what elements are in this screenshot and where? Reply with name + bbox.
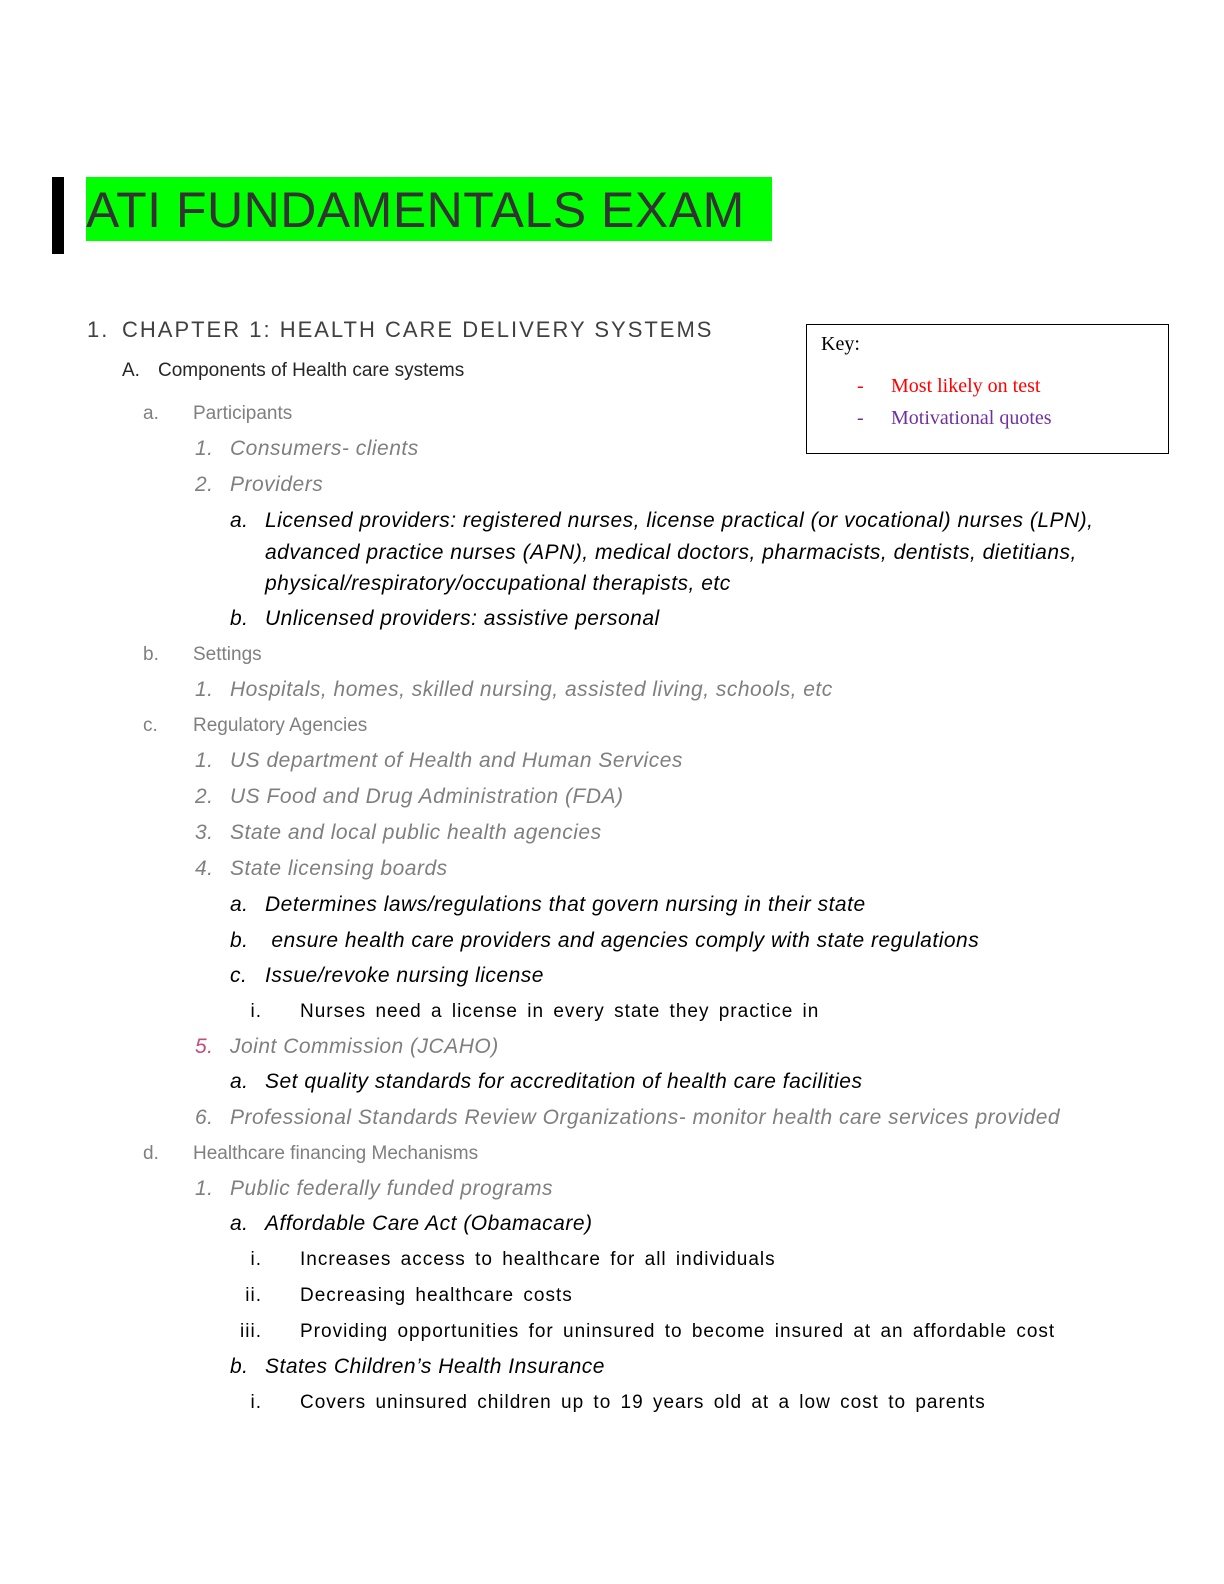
item-text: State and local public health agencies xyxy=(230,821,602,844)
item-text: ensure health care providers and agencies comply with state regulations xyxy=(265,929,980,952)
item-text: Nurses need a license in every state they practice in xyxy=(300,1001,820,1022)
outline-item xyxy=(230,1355,605,1379)
item-text: Regulatory Agencies xyxy=(193,715,368,736)
outline-item xyxy=(230,572,731,596)
item-text: Providers xyxy=(230,473,324,496)
item-text: Healthcare financing Mechanisms xyxy=(193,1143,479,1164)
outline-item xyxy=(230,1212,593,1236)
item-text: Issue/revoke nursing license xyxy=(265,964,544,987)
list-marker: i. xyxy=(250,1249,262,1270)
item-text: State licensing boards xyxy=(230,857,448,880)
outline-item xyxy=(230,964,544,988)
list-marker: c. xyxy=(143,715,158,736)
list-marker: 5. xyxy=(195,1035,214,1058)
item-text: US department of Health and Human Services xyxy=(230,749,683,772)
outline-item xyxy=(195,437,419,461)
list-marker: 1. xyxy=(195,437,214,460)
list-marker: i. xyxy=(250,1392,262,1413)
list-marker: b. xyxy=(230,1355,249,1378)
outline-item xyxy=(143,403,292,425)
outline-item xyxy=(143,644,262,666)
item-text: Providing opportunities for uninsured to become insured at an affordable cost xyxy=(300,1321,1056,1342)
outline-item xyxy=(143,715,367,737)
outline-item xyxy=(230,1070,862,1094)
outline-item xyxy=(87,317,713,343)
list-marker: b. xyxy=(230,607,249,630)
list-marker: 1. xyxy=(195,678,214,701)
outline-item xyxy=(195,678,833,702)
item-text: Hospitals, homes, skilled nursing, assisted living, schools, etc xyxy=(230,678,833,701)
item-text: Consumers- clients xyxy=(230,437,419,460)
outline-item xyxy=(230,541,1077,565)
item-text: Set quality standards for accreditation of health care facilities xyxy=(265,1070,863,1093)
outline-item xyxy=(236,1321,1055,1343)
key-dash: - xyxy=(857,375,864,397)
item-text: Professional Standards Review Organizations- monitor health care services provided xyxy=(230,1106,1061,1129)
list-marker: 4. xyxy=(195,857,214,880)
item-text: Increases access to healthcare for all individuals xyxy=(300,1249,776,1270)
list-marker: i. xyxy=(250,1001,262,1022)
outline-item xyxy=(195,785,624,809)
outline-item xyxy=(230,607,660,631)
list-marker: a. xyxy=(230,1070,249,1093)
item-text: Settings xyxy=(193,644,262,665)
item-text: States Children’s Health Insurance xyxy=(265,1355,605,1378)
item-text: Licensed providers: registered nurses, license practical (or vocational) nurses (LPN), xyxy=(265,509,1094,532)
heading-bar xyxy=(52,177,64,254)
list-marker: 6. xyxy=(195,1106,214,1129)
list-marker: ii. xyxy=(245,1285,262,1306)
item-text: Components of Health care systems xyxy=(158,360,465,381)
list-marker: a. xyxy=(230,1212,249,1235)
outline-item xyxy=(195,1106,1060,1130)
list-marker: 2. xyxy=(195,473,214,496)
key-item-most-likely xyxy=(857,375,1040,398)
item-text: Covers uninsured children up to 19 years old at a low cost to parents xyxy=(300,1392,986,1413)
outline-item xyxy=(143,1143,478,1165)
key-item-motivational xyxy=(857,407,1052,430)
list-marker: A. xyxy=(122,360,140,381)
item-text: US Food and Drug Administration (FDA) xyxy=(230,785,624,808)
outline-item xyxy=(230,929,979,953)
list-marker: 1. xyxy=(195,1177,214,1200)
key-dash: - xyxy=(857,407,864,429)
list-marker: a. xyxy=(230,893,249,916)
list-marker: a. xyxy=(230,509,249,532)
outline-item xyxy=(122,360,464,382)
outline-item xyxy=(195,821,602,845)
list-marker: 1. xyxy=(87,317,110,342)
outline-item xyxy=(236,1001,819,1023)
key-box xyxy=(806,324,1169,454)
document-title: ATI FUNDAMENTALS EXAM xyxy=(86,177,772,241)
key-label: Key: xyxy=(821,333,860,355)
list-marker: 3. xyxy=(195,821,214,844)
key-item-text: Motivational quotes xyxy=(891,407,1052,429)
outline-item xyxy=(195,1035,499,1059)
list-marker: d. xyxy=(143,1143,159,1164)
item-text: Participants xyxy=(193,403,293,424)
outline-item xyxy=(195,473,323,497)
outline-item xyxy=(230,893,866,917)
item-text: advanced practice nurses (APN), medical doctors, pharmacists, dentists, dietitians, xyxy=(265,541,1077,564)
list-marker: 2. xyxy=(195,785,214,808)
key-item-text: Most likely on test xyxy=(891,375,1041,397)
item-text: Joint Commission (JCAHO) xyxy=(230,1035,499,1058)
outline-item xyxy=(230,509,1094,533)
list-marker: c. xyxy=(230,964,248,987)
list-marker: 1. xyxy=(195,749,214,772)
item-text: Affordable Care Act (Obamacare) xyxy=(265,1212,593,1235)
outline-item xyxy=(236,1392,986,1414)
outline-item xyxy=(236,1285,573,1307)
item-text: Public federally funded programs xyxy=(230,1177,554,1200)
item-text: physical/respiratory/occupational therapists, etc xyxy=(265,572,731,595)
list-marker: iii. xyxy=(240,1321,262,1342)
list-marker: b. xyxy=(230,929,249,952)
outline-item xyxy=(195,1177,553,1201)
item-text: Determines laws/regulations that govern nursing in their state xyxy=(265,893,866,916)
outline-item xyxy=(195,749,683,773)
item-text: Unlicensed providers: assistive personal xyxy=(265,607,660,630)
outline-item xyxy=(195,857,448,881)
list-marker: a. xyxy=(143,403,159,424)
outline-item xyxy=(236,1249,776,1271)
item-text: Decreasing healthcare costs xyxy=(300,1285,573,1306)
item-text: CHAPTER 1: HEALTH CARE DELIVERY SYSTEMS xyxy=(122,317,714,342)
list-marker: b. xyxy=(143,644,159,665)
